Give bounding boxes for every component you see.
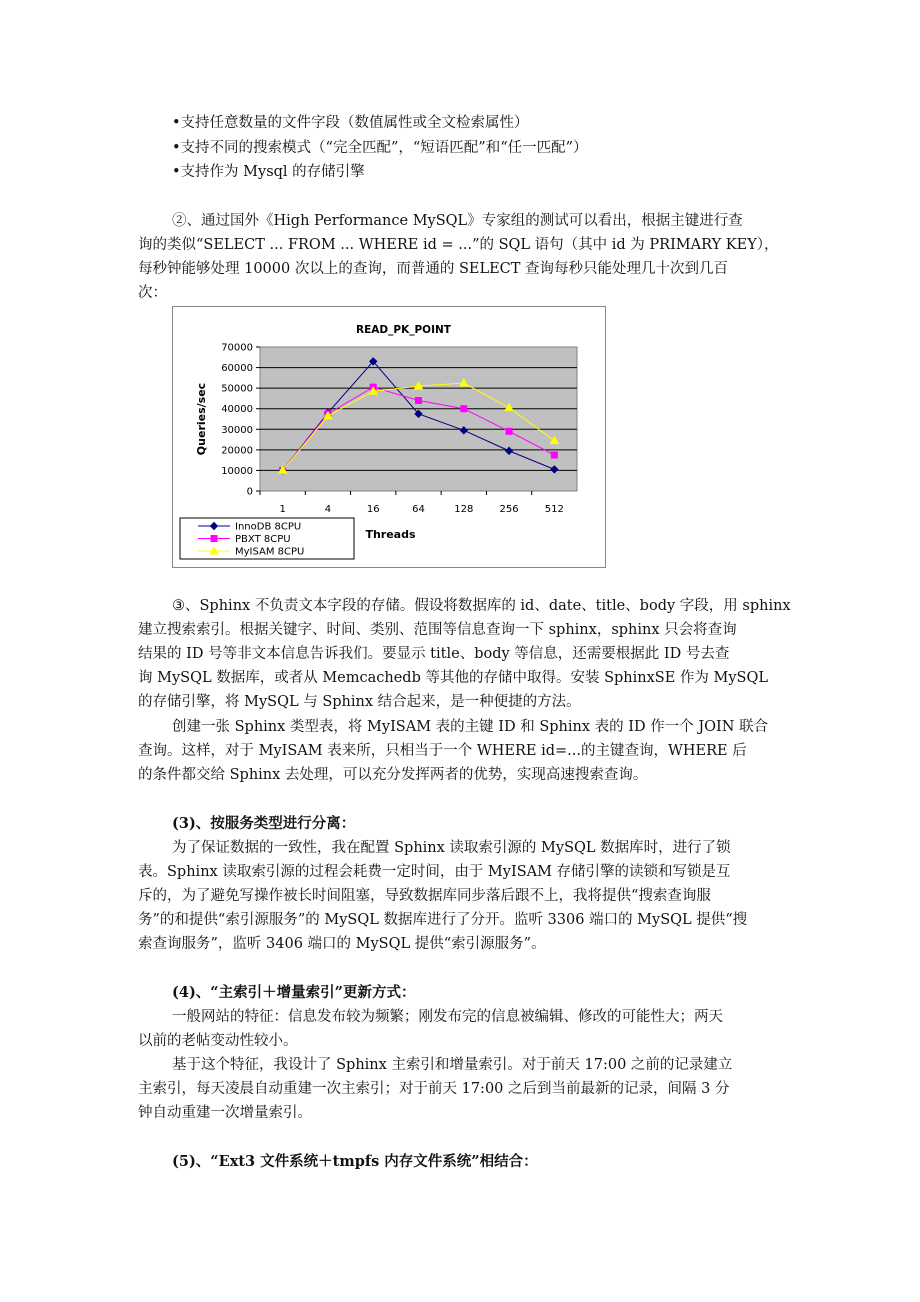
y-tick-label: 0 <box>246 486 253 498</box>
paragraph-line: 询 MySQL 数据库，或者从 Memcachedb 等其他的存储中取得。安装 SphinxSE 作为 MySQL <box>138 670 769 686</box>
legend-label: InnoDB 8CPU <box>235 521 302 533</box>
paragraph-line: 钟自动重建一次增量索引。 <box>138 1105 312 1121</box>
bullet-line: •支持任意数量的文件字段（数值属性或全文检索属性） <box>172 115 529 131</box>
chart-title: READ_PK_POINT <box>356 324 451 336</box>
paragraph-line: 创建一张 Sphinx 类型表，将 MyISAM 表的主键 ID 和 Sphinx 表的 ID 作一个 JOIN 联合 <box>172 719 769 735</box>
paragraph-line: 的条件都交给 Sphinx 去处理，可以充分发挥两者的优势，实现高速搜索查询。 <box>138 767 648 783</box>
paragraph-line: 查询。这样，对于 MyISAM 表来所，只相当于一个 WHERE id=...的主键查询，WHERE 后 <box>138 743 747 759</box>
section-heading: (3)、按服务类型进行分离： <box>172 815 356 832</box>
x-axis-label: Threads <box>365 528 416 541</box>
read-pk-point-chart <box>172 306 606 568</box>
paragraph-line: 以前的老帖变动性较小。 <box>138 1033 298 1049</box>
data-point <box>416 397 422 403</box>
section-heading: (4)、“主索引＋增量索引”更新方式： <box>172 984 416 1001</box>
y-tick-label: 10000 <box>221 465 253 477</box>
paragraph-line: 主索引，每天凌晨自动重建一次主索引；对于前天 17:00 之后到当前最新的记录，间隔 3 分 <box>138 1081 730 1097</box>
y-tick-label: 40000 <box>221 404 253 416</box>
paragraph-line: 一般网站的特征：信息发布较为频繁；刚发布完的信息被编辑、修改的可能性大；两天 <box>172 1009 723 1025</box>
y-tick-label: 70000 <box>221 342 253 354</box>
paragraph-line: 务”的和提供“索引源服务”的 MySQL 数据库进行了分开。监听 3306 端口的 MySQL 提供“搜 <box>138 912 748 928</box>
paragraph-line: 为了保证数据的一致性，我在配置 Sphinx 读取索引源的 MySQL 数据库时，进行了锁 <box>172 840 731 856</box>
bullet-line: •支持不同的搜索模式（“完全匹配”，“短语匹配”和“任一匹配”） <box>172 140 588 156</box>
paragraph-line: ③、Sphinx 不负责文本字段的存储。假设将数据库的 id、date、title、body 字段，用 sphinx <box>172 598 791 614</box>
paragraph-line: 斥的，为了避免写操作被长时间阻塞，导致数据库同步落后跟不上，我将提供“搜索查询服 <box>138 888 711 904</box>
paragraph-line: 建立搜索索引。根据关键字、时间、类别、范围等信息查询一下 sphinx，sphinx 只会将查询 <box>138 622 737 638</box>
paragraph-line: ②、通过国外《High Performance MySQL》专家组的测试可以看出，根据主键进行查 <box>172 213 743 229</box>
x-tick-label: 512 <box>544 504 564 515</box>
bullet-line: •支持作为 Mysql 的存储引擎 <box>172 164 365 180</box>
chart-canvas <box>173 307 605 567</box>
legend-label: PBXT 8CPU <box>235 534 291 545</box>
x-tick-label: 4 <box>324 504 332 515</box>
section-heading: (5)、“Ext3 文件系统＋tmpfs 内存文件系统”相结合： <box>172 1153 538 1170</box>
paragraph-line: 询的类似“SELECT ... FROM ... WHERE id = ...”的 SQL 语句（其中 id 为 PRIMARY KEY）， <box>138 237 779 253</box>
paragraph-line: 的存储引擎，将 MySQL 与 Sphinx 结合起来，是一种便捷的方法。 <box>138 694 581 710</box>
x-tick-label: 256 <box>499 504 519 515</box>
paragraph-line: 每秒钟能够处理 10000 次以上的查询，而普通的 SELECT 查询每秒只能处理几十次到几百 <box>138 261 729 277</box>
plot-area <box>260 347 577 491</box>
y-tick-label: 30000 <box>221 424 253 436</box>
y-axis-label: Queries/sec <box>195 382 208 456</box>
legend-label: MyISAM 8CPU <box>235 546 305 558</box>
legend-marker <box>211 536 217 542</box>
paragraph-line: 索查询服务”，监听 3406 端口的 MySQL 提供“索引源服务”。 <box>138 936 546 952</box>
y-tick-label: 50000 <box>221 383 253 395</box>
x-tick-label: 1 <box>279 504 286 515</box>
y-tick-label: 20000 <box>221 445 253 457</box>
x-tick-label: 64 <box>412 504 425 515</box>
data-point <box>506 428 512 434</box>
y-tick-label: 60000 <box>221 363 253 375</box>
paragraph-line: 次： <box>138 285 167 301</box>
paragraph-line: 表。Sphinx 读取索引源的过程会耗费一定时间，由于 MyISAM 存储引擎的读锁和写锁是互 <box>138 864 731 880</box>
paragraph-line: 基于这个特征，我设计了 Sphinx 主索引和增量索引。对于前天 17:00 之前的记录建立 <box>172 1057 733 1073</box>
data-point <box>551 452 557 458</box>
x-tick-label: 128 <box>454 504 474 515</box>
data-point <box>461 406 467 412</box>
paragraph-line: 结果的 ID 号等非文本信息告诉我们。要显示 title、body 等信息，还需要根据此 ID 号去查 <box>138 646 730 662</box>
x-tick-label: 16 <box>366 504 380 515</box>
